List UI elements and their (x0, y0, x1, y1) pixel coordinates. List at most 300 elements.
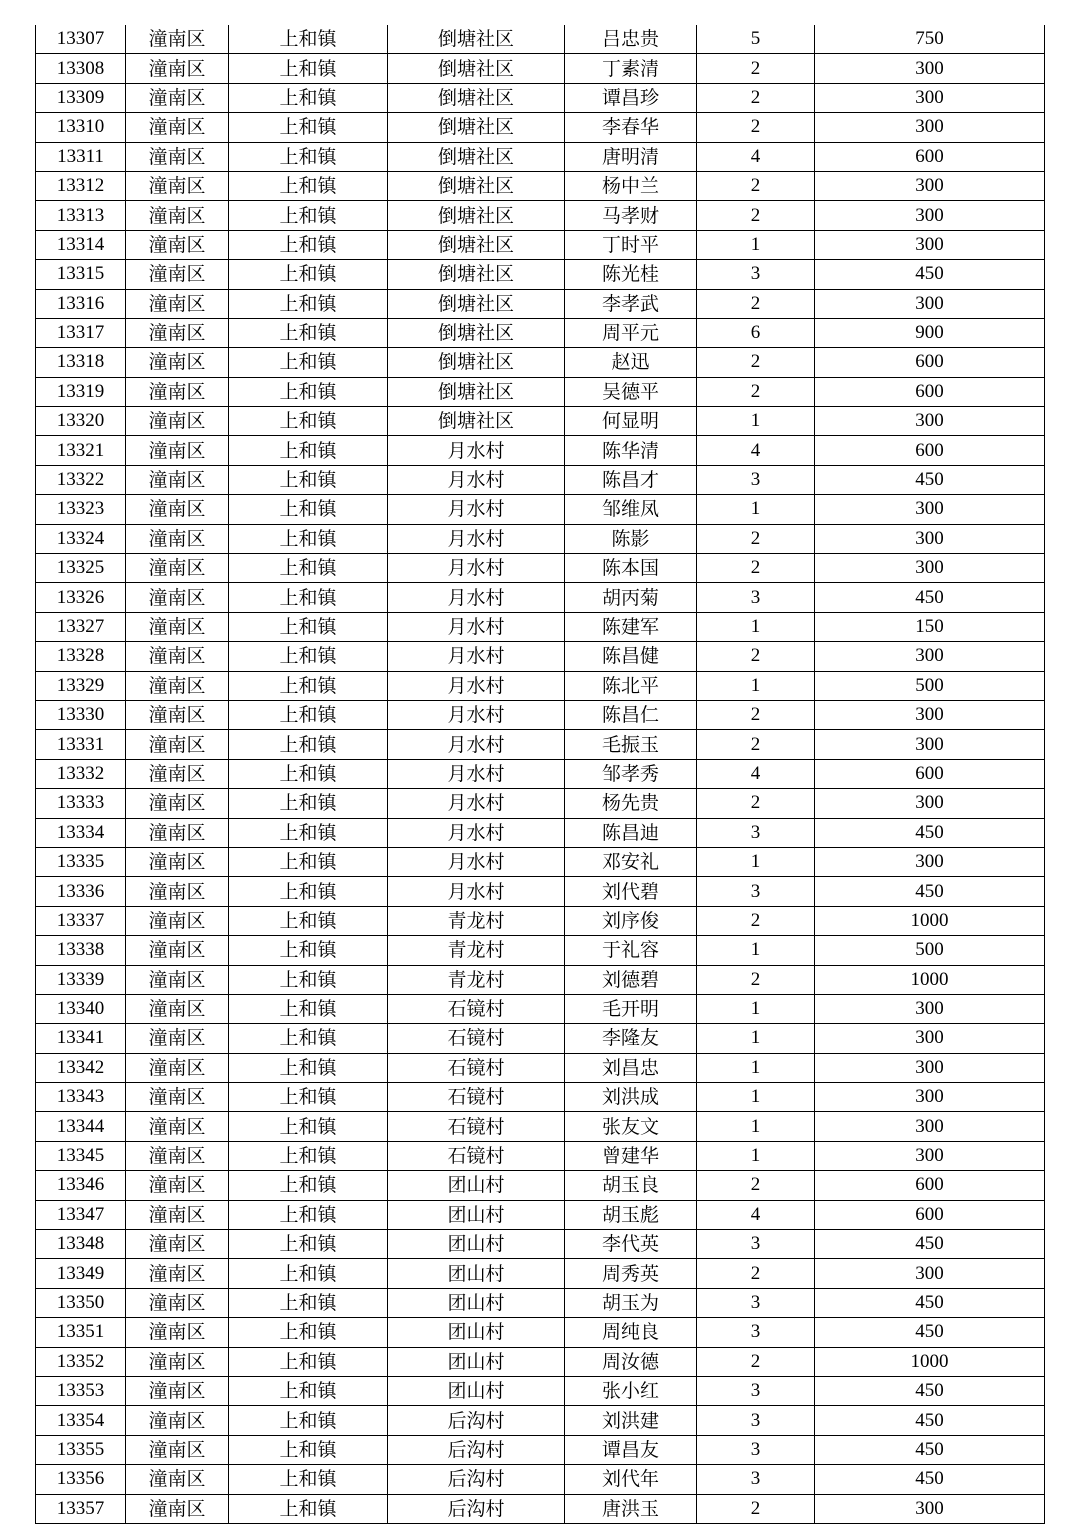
household-size-cell: 1 (697, 407, 815, 436)
district-cell: 潼南区 (126, 348, 229, 377)
record-id-cell: 13309 (36, 83, 126, 112)
record-id-cell: 13338 (36, 936, 126, 965)
town-cell: 上和镇 (229, 994, 388, 1023)
village-cell: 倒塘社区 (388, 318, 565, 347)
district-cell: 潼南区 (126, 994, 229, 1023)
amount-cell: 300 (815, 1259, 1045, 1288)
household-size-cell: 3 (697, 583, 815, 612)
village-cell: 月水村 (388, 612, 565, 641)
record-id-cell: 13346 (36, 1171, 126, 1200)
village-cell: 倒塘社区 (388, 348, 565, 377)
name-cell: 谭昌珍 (565, 83, 697, 112)
village-cell: 月水村 (388, 436, 565, 465)
table-row (36, 1053, 1045, 1082)
name-cell: 李代英 (565, 1230, 697, 1259)
district-cell: 潼南区 (126, 730, 229, 759)
town-cell: 上和镇 (229, 377, 388, 406)
town-cell: 上和镇 (229, 612, 388, 641)
name-cell: 何显明 (565, 407, 697, 436)
district-cell: 潼南区 (126, 906, 229, 935)
household-size-cell: 2 (697, 348, 815, 377)
record-id-cell: 13344 (36, 1112, 126, 1141)
amount-cell: 450 (815, 1288, 1045, 1317)
household-size-cell: 1 (697, 495, 815, 524)
town-cell: 上和镇 (229, 759, 388, 788)
town-cell: 上和镇 (229, 700, 388, 729)
village-cell: 月水村 (388, 671, 565, 700)
town-cell: 上和镇 (229, 1406, 388, 1435)
roster-table (35, 25, 1045, 1524)
village-cell: 倒塘社区 (388, 25, 565, 54)
record-id-cell: 13352 (36, 1347, 126, 1376)
name-cell: 周汝德 (565, 1347, 697, 1376)
amount-cell: 150 (815, 612, 1045, 641)
district-cell: 潼南区 (126, 1435, 229, 1464)
name-cell: 周秀英 (565, 1259, 697, 1288)
record-id-cell: 13324 (36, 524, 126, 553)
amount-cell: 450 (815, 260, 1045, 289)
amount-cell: 450 (815, 877, 1045, 906)
name-cell: 邹维凤 (565, 495, 697, 524)
district-cell: 潼南区 (126, 1465, 229, 1494)
district-cell: 潼南区 (126, 847, 229, 876)
table-row (36, 877, 1045, 906)
table-row (36, 113, 1045, 142)
table-row (36, 671, 1045, 700)
table-row (36, 142, 1045, 171)
household-size-cell: 1 (697, 847, 815, 876)
household-size-cell: 2 (697, 642, 815, 671)
village-cell: 倒塘社区 (388, 83, 565, 112)
household-size-cell: 4 (697, 1200, 815, 1229)
record-id-cell: 13347 (36, 1200, 126, 1229)
district-cell: 潼南区 (126, 465, 229, 494)
record-id-cell: 13322 (36, 465, 126, 494)
record-id-cell: 13323 (36, 495, 126, 524)
household-size-cell: 2 (697, 113, 815, 142)
household-size-cell: 3 (697, 1435, 815, 1464)
table-row (36, 700, 1045, 729)
town-cell: 上和镇 (229, 1435, 388, 1464)
town-cell: 上和镇 (229, 142, 388, 171)
name-cell: 李隆友 (565, 1024, 697, 1053)
village-cell: 月水村 (388, 789, 565, 818)
amount-cell: 300 (815, 113, 1045, 142)
district-cell: 潼南区 (126, 583, 229, 612)
amount-cell: 300 (815, 730, 1045, 759)
amount-cell: 300 (815, 1112, 1045, 1141)
name-cell: 李春华 (565, 113, 697, 142)
table-row (36, 25, 1045, 54)
district-cell: 潼南区 (126, 1347, 229, 1376)
village-cell: 团山村 (388, 1171, 565, 1200)
table-row (36, 1347, 1045, 1376)
name-cell: 吕忠贵 (565, 25, 697, 54)
name-cell: 刘代碧 (565, 877, 697, 906)
town-cell: 上和镇 (229, 1259, 388, 1288)
record-id-cell: 13325 (36, 554, 126, 583)
household-size-cell: 3 (697, 1376, 815, 1405)
district-cell: 潼南区 (126, 289, 229, 318)
town-cell: 上和镇 (229, 1465, 388, 1494)
household-size-cell: 3 (697, 1465, 815, 1494)
record-id-cell: 13354 (36, 1406, 126, 1435)
household-size-cell: 1 (697, 936, 815, 965)
amount-cell: 300 (815, 1494, 1045, 1523)
amount-cell: 300 (815, 642, 1045, 671)
amount-cell: 300 (815, 201, 1045, 230)
record-id-cell: 13318 (36, 348, 126, 377)
table-row (36, 1230, 1045, 1259)
record-id-cell: 13342 (36, 1053, 126, 1082)
name-cell: 陈影 (565, 524, 697, 553)
amount-cell: 450 (815, 1435, 1045, 1464)
household-size-cell: 2 (697, 554, 815, 583)
amount-cell: 300 (815, 1141, 1045, 1170)
amount-cell: 600 (815, 1171, 1045, 1200)
town-cell: 上和镇 (229, 260, 388, 289)
town-cell: 上和镇 (229, 1083, 388, 1112)
household-size-cell: 1 (697, 1083, 815, 1112)
record-id-cell: 13336 (36, 877, 126, 906)
household-size-cell: 2 (697, 1171, 815, 1200)
town-cell: 上和镇 (229, 877, 388, 906)
name-cell: 陈光桂 (565, 260, 697, 289)
town-cell: 上和镇 (229, 1112, 388, 1141)
amount-cell: 600 (815, 142, 1045, 171)
town-cell: 上和镇 (229, 1230, 388, 1259)
village-cell: 后沟村 (388, 1465, 565, 1494)
household-size-cell: 2 (697, 524, 815, 553)
table-row (36, 1112, 1045, 1141)
household-size-cell: 3 (697, 1318, 815, 1347)
village-cell: 倒塘社区 (388, 377, 565, 406)
household-size-cell: 1 (697, 671, 815, 700)
name-cell: 毛振玉 (565, 730, 697, 759)
household-size-cell: 1 (697, 1024, 815, 1053)
village-cell: 倒塘社区 (388, 171, 565, 200)
village-cell: 倒塘社区 (388, 54, 565, 83)
town-cell: 上和镇 (229, 407, 388, 436)
name-cell: 陈昌才 (565, 465, 697, 494)
village-cell: 月水村 (388, 495, 565, 524)
village-cell: 月水村 (388, 700, 565, 729)
record-id-cell: 13330 (36, 700, 126, 729)
amount-cell: 450 (815, 465, 1045, 494)
name-cell: 毛开明 (565, 994, 697, 1023)
household-size-cell: 1 (697, 612, 815, 641)
record-id-cell: 13312 (36, 171, 126, 200)
town-cell: 上和镇 (229, 936, 388, 965)
village-cell: 倒塘社区 (388, 142, 565, 171)
amount-cell: 300 (815, 1024, 1045, 1053)
town-cell: 上和镇 (229, 1024, 388, 1053)
town-cell: 上和镇 (229, 1200, 388, 1229)
amount-cell: 450 (815, 1230, 1045, 1259)
district-cell: 潼南区 (126, 436, 229, 465)
village-cell: 石镜村 (388, 1053, 565, 1082)
village-cell: 月水村 (388, 583, 565, 612)
town-cell: 上和镇 (229, 1053, 388, 1082)
town-cell: 上和镇 (229, 1494, 388, 1523)
household-size-cell: 3 (697, 877, 815, 906)
town-cell: 上和镇 (229, 1347, 388, 1376)
town-cell: 上和镇 (229, 83, 388, 112)
district-cell: 潼南区 (126, 524, 229, 553)
town-cell: 上和镇 (229, 54, 388, 83)
amount-cell: 300 (815, 230, 1045, 259)
town-cell: 上和镇 (229, 965, 388, 994)
district-cell: 潼南区 (126, 260, 229, 289)
village-cell: 石镜村 (388, 994, 565, 1023)
household-size-cell: 1 (697, 1141, 815, 1170)
household-size-cell: 1 (697, 994, 815, 1023)
district-cell: 潼南区 (126, 612, 229, 641)
district-cell: 潼南区 (126, 407, 229, 436)
name-cell: 张小红 (565, 1376, 697, 1405)
household-size-cell: 1 (697, 230, 815, 259)
district-cell: 潼南区 (126, 1171, 229, 1200)
name-cell: 吴德平 (565, 377, 697, 406)
name-cell: 胡玉彪 (565, 1200, 697, 1229)
amount-cell: 450 (815, 583, 1045, 612)
village-cell: 团山村 (388, 1347, 565, 1376)
table-row (36, 1259, 1045, 1288)
town-cell: 上和镇 (229, 789, 388, 818)
name-cell: 陈华清 (565, 436, 697, 465)
table-row (36, 1141, 1045, 1170)
district-cell: 潼南区 (126, 1376, 229, 1405)
record-id-cell: 13315 (36, 260, 126, 289)
table-row (36, 554, 1045, 583)
record-id-cell: 13316 (36, 289, 126, 318)
table-row (36, 495, 1045, 524)
amount-cell: 300 (815, 554, 1045, 583)
district-cell: 潼南区 (126, 1141, 229, 1170)
village-cell: 月水村 (388, 847, 565, 876)
table-row (36, 289, 1045, 318)
table-row (36, 230, 1045, 259)
village-cell: 月水村 (388, 877, 565, 906)
town-cell: 上和镇 (229, 583, 388, 612)
town-cell: 上和镇 (229, 201, 388, 230)
amount-cell: 300 (815, 524, 1045, 553)
district-cell: 潼南区 (126, 965, 229, 994)
record-id-cell: 13337 (36, 906, 126, 935)
amount-cell: 450 (815, 1376, 1045, 1405)
table-row (36, 1288, 1045, 1317)
household-size-cell: 4 (697, 142, 815, 171)
amount-cell: 600 (815, 377, 1045, 406)
name-cell: 曾建华 (565, 1141, 697, 1170)
name-cell: 唐洪玉 (565, 1494, 697, 1523)
name-cell: 周平元 (565, 318, 697, 347)
name-cell: 马孝财 (565, 201, 697, 230)
table-row (36, 789, 1045, 818)
name-cell: 胡玉良 (565, 1171, 697, 1200)
town-cell: 上和镇 (229, 465, 388, 494)
record-id-cell: 13317 (36, 318, 126, 347)
table-row (36, 1318, 1045, 1347)
amount-cell: 300 (815, 495, 1045, 524)
name-cell: 杨先贵 (565, 789, 697, 818)
table-row (36, 465, 1045, 494)
district-cell: 潼南区 (126, 1083, 229, 1112)
table-row (36, 524, 1045, 553)
record-id-cell: 13328 (36, 642, 126, 671)
amount-cell: 1000 (815, 906, 1045, 935)
name-cell: 邹孝秀 (565, 759, 697, 788)
household-size-cell: 2 (697, 906, 815, 935)
table-row (36, 583, 1045, 612)
household-size-cell: 3 (697, 1230, 815, 1259)
amount-cell: 450 (815, 818, 1045, 847)
record-id-cell: 13331 (36, 730, 126, 759)
town-cell: 上和镇 (229, 348, 388, 377)
amount-cell: 300 (815, 700, 1045, 729)
name-cell: 陈昌仁 (565, 700, 697, 729)
record-id-cell: 13319 (36, 377, 126, 406)
town-cell: 上和镇 (229, 1376, 388, 1405)
household-size-cell: 3 (697, 260, 815, 289)
household-size-cell: 3 (697, 465, 815, 494)
table-row (36, 906, 1045, 935)
household-size-cell: 6 (697, 318, 815, 347)
table-row (36, 318, 1045, 347)
town-cell: 上和镇 (229, 25, 388, 54)
town-cell: 上和镇 (229, 318, 388, 347)
record-id-cell: 13343 (36, 1083, 126, 1112)
name-cell: 于礼容 (565, 936, 697, 965)
village-cell: 青龙村 (388, 965, 565, 994)
household-size-cell: 4 (697, 759, 815, 788)
record-id-cell: 13348 (36, 1230, 126, 1259)
name-cell: 刘德碧 (565, 965, 697, 994)
amount-cell: 300 (815, 1053, 1045, 1082)
record-id-cell: 13307 (36, 25, 126, 54)
record-id-cell: 13321 (36, 436, 126, 465)
district-cell: 潼南区 (126, 318, 229, 347)
household-size-cell: 3 (697, 818, 815, 847)
household-size-cell: 2 (697, 171, 815, 200)
district-cell: 潼南区 (126, 1200, 229, 1229)
name-cell: 陈昌健 (565, 642, 697, 671)
record-id-cell: 13355 (36, 1435, 126, 1464)
village-cell: 月水村 (388, 818, 565, 847)
name-cell: 刘洪成 (565, 1083, 697, 1112)
district-cell: 潼南区 (126, 759, 229, 788)
household-size-cell: 2 (697, 1259, 815, 1288)
name-cell: 丁素清 (565, 54, 697, 83)
household-size-cell: 3 (697, 1406, 815, 1435)
record-id-cell: 13327 (36, 612, 126, 641)
table-row (36, 201, 1045, 230)
household-size-cell: 2 (697, 965, 815, 994)
amount-cell: 1000 (815, 965, 1045, 994)
village-cell: 团山村 (388, 1200, 565, 1229)
town-cell: 上和镇 (229, 554, 388, 583)
name-cell: 谭昌友 (565, 1435, 697, 1464)
district-cell: 潼南区 (126, 877, 229, 906)
table-row (36, 377, 1045, 406)
record-id-cell: 13357 (36, 1494, 126, 1523)
household-size-cell: 2 (697, 1347, 815, 1376)
town-cell: 上和镇 (229, 671, 388, 700)
town-cell: 上和镇 (229, 289, 388, 318)
village-cell: 青龙村 (388, 936, 565, 965)
household-size-cell: 2 (697, 83, 815, 112)
record-id-cell: 13308 (36, 54, 126, 83)
table-row (36, 1171, 1045, 1200)
record-id-cell: 13353 (36, 1376, 126, 1405)
district-cell: 潼南区 (126, 642, 229, 671)
name-cell: 唐明清 (565, 142, 697, 171)
district-cell: 潼南区 (126, 1112, 229, 1141)
household-size-cell: 2 (697, 730, 815, 759)
village-cell: 月水村 (388, 524, 565, 553)
household-size-cell: 2 (697, 1494, 815, 1523)
village-cell: 石镜村 (388, 1083, 565, 1112)
district-cell: 潼南区 (126, 25, 229, 54)
record-id-cell: 13320 (36, 407, 126, 436)
name-cell: 胡丙菊 (565, 583, 697, 612)
household-size-cell: 1 (697, 1112, 815, 1141)
record-id-cell: 13313 (36, 201, 126, 230)
village-cell: 月水村 (388, 759, 565, 788)
district-cell: 潼南区 (126, 1318, 229, 1347)
town-cell: 上和镇 (229, 436, 388, 465)
village-cell: 后沟村 (388, 1494, 565, 1523)
amount-cell: 300 (815, 407, 1045, 436)
name-cell: 刘昌忠 (565, 1053, 697, 1082)
village-cell: 后沟村 (388, 1435, 565, 1464)
name-cell: 丁时平 (565, 230, 697, 259)
roster-table-body (36, 25, 1045, 1523)
record-id-cell: 13349 (36, 1259, 126, 1288)
record-id-cell: 13339 (36, 965, 126, 994)
district-cell: 潼南区 (126, 818, 229, 847)
district-cell: 潼南区 (126, 1053, 229, 1082)
amount-cell: 450 (815, 1465, 1045, 1494)
name-cell: 刘代年 (565, 1465, 697, 1494)
table-row (36, 936, 1045, 965)
village-cell: 月水村 (388, 642, 565, 671)
amount-cell: 300 (815, 54, 1045, 83)
village-cell: 月水村 (388, 465, 565, 494)
household-size-cell: 2 (697, 289, 815, 318)
household-size-cell: 2 (697, 201, 815, 230)
record-id-cell: 13350 (36, 1288, 126, 1317)
amount-cell: 600 (815, 348, 1045, 377)
record-id-cell: 13351 (36, 1318, 126, 1347)
name-cell: 胡玉为 (565, 1288, 697, 1317)
district-cell: 潼南区 (126, 142, 229, 171)
table-row (36, 1376, 1045, 1405)
town-cell: 上和镇 (229, 1318, 388, 1347)
village-cell: 团山村 (388, 1318, 565, 1347)
record-id-cell: 13341 (36, 1024, 126, 1053)
record-id-cell: 13345 (36, 1141, 126, 1170)
district-cell: 潼南区 (126, 936, 229, 965)
amount-cell: 300 (815, 171, 1045, 200)
name-cell: 杨中兰 (565, 171, 697, 200)
table-row (36, 171, 1045, 200)
town-cell: 上和镇 (229, 730, 388, 759)
record-id-cell: 13335 (36, 847, 126, 876)
amount-cell: 450 (815, 1318, 1045, 1347)
district-cell: 潼南区 (126, 1259, 229, 1288)
amount-cell: 600 (815, 759, 1045, 788)
